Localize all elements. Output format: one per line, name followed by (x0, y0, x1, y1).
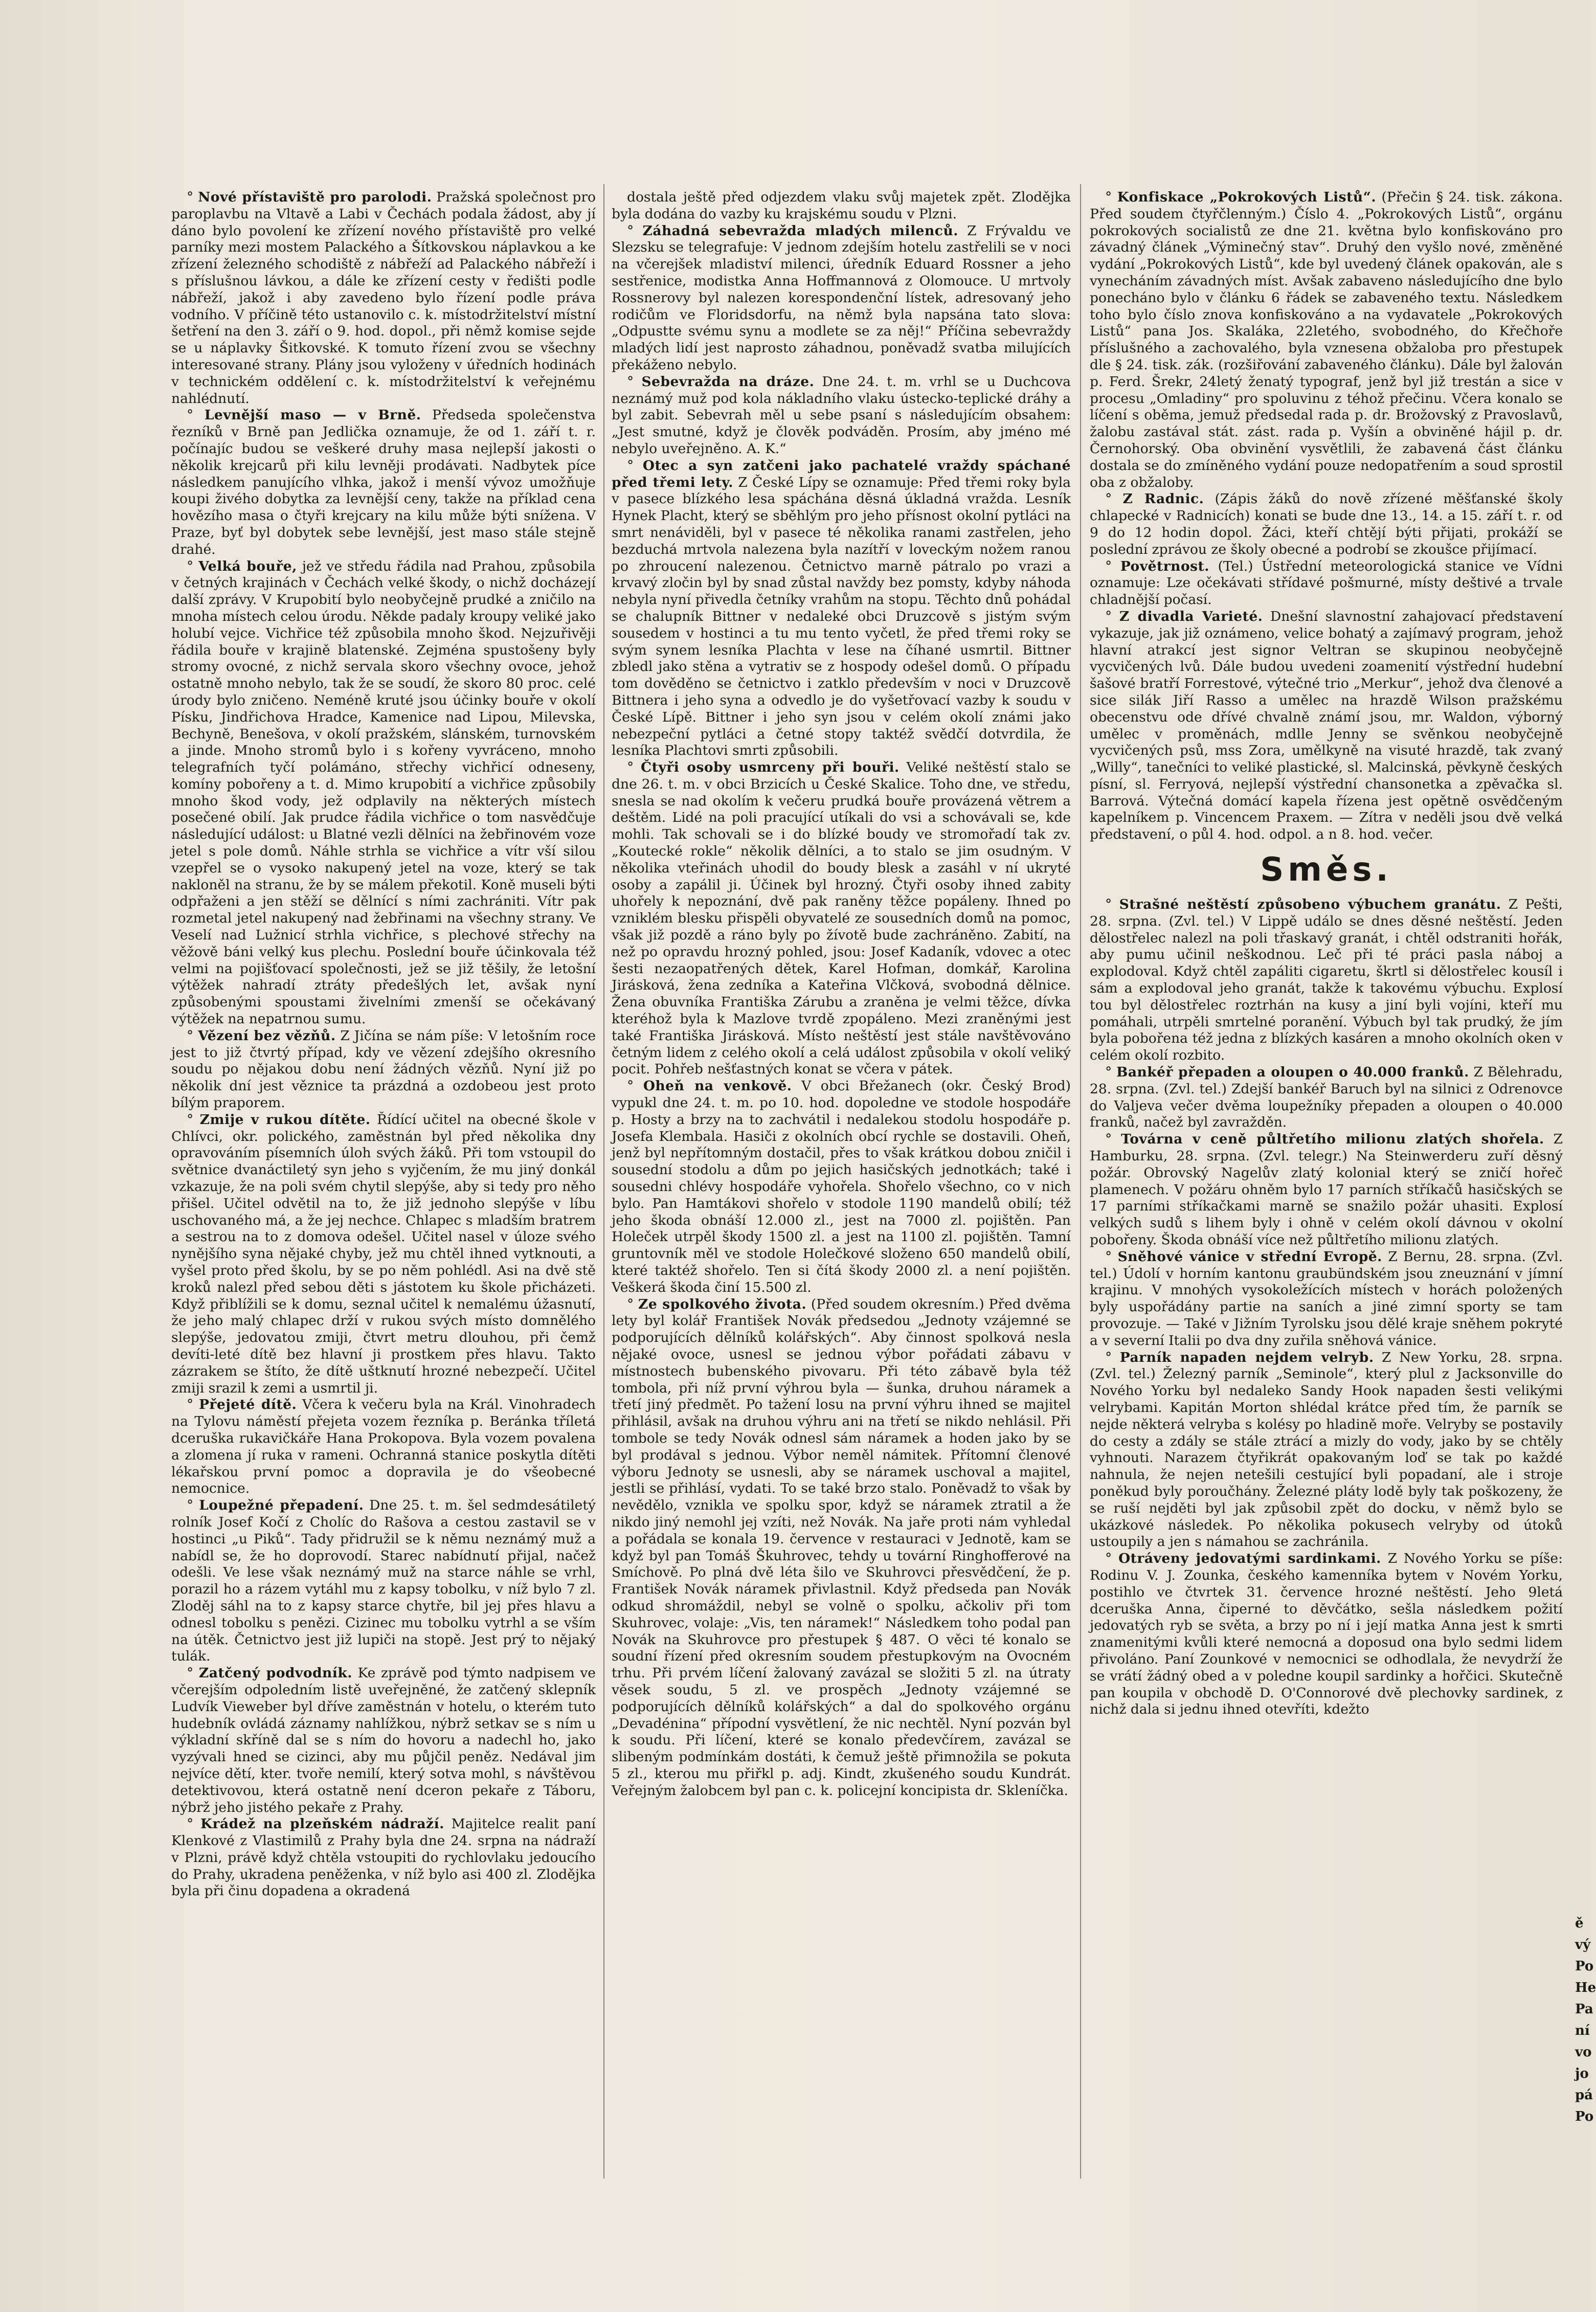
bullet-mark: ° (1105, 1349, 1120, 1365)
article-text: Předseda společenstva řezníků v Brně pan Jedlička oznamuje, že od 1. září t. r. počínajíc budou se veškeré druhy masa nejlepší jakosti o několik krejcarů při kilu levněji prodávati. Nadbytek píce následkem panujícího vlhka, jakož i menší vývoz umožňuje koupi živého dobytka za levnější ceny, takže na příklad cena hovězího masa o čtyři krejcary na kilu může býti snížena. V Praze, byť byl dobytek sebe levnější, jest maso stále stejně drahé. (171, 407, 596, 557)
article (1090, 1551, 1563, 1718)
bullet-mark: ° (187, 1027, 198, 1044)
column-3 (1090, 189, 1563, 1718)
article-headline: Sněhové vánice v střední Evropě. (1117, 1248, 1382, 1265)
article-headline: Otec a syn zatčeni jako pachatelé vraždy spáchané před třemi lety. (612, 457, 1071, 490)
article (171, 189, 596, 407)
article-text: Z Bernu, 28. srpna. (Zvl. tel.) Údolí v horním kantonu graubündském jsou zneuznání v jímní krajinu. V mnohých vysokoležících místech v horách položených byly uspořádány partie na saních a jiné zimní sporty se tam provozuje. — Také v Jižním Tyrolsku jsou dělé kraje sněhem pokryté a v severní Italii po dva dny zuřila sněhová vánice. (1090, 1248, 1563, 1349)
bullet-mark: ° (627, 1078, 643, 1094)
article-text: Dnešní slavnostní zahajovací představení vykazuje, jak již oznámeno, velice bohatý a zajímavý program, jehož hlavní atrakcí jest signor Veltran se skupinou neobyčejně vycvičených lvů. Dále budou uvedeni zoamenití výstřední hudební šašové bratří Forrestové, výtečné trio „Merkur“, jehož dva členové a sice silák Jiří Rasso a umělec na hrazdě Wilson pražskému obecenstvu ode dřívé chvalně známí jsou, mr. Waldon, výborný umělec v proměnách, mdlle Jenny se svěnkou neobyčejně vycvičených psů, mss Zora, umělkyně na visuté hrazdě, tak zvaný „Willy“, tanečníci to veliké plastické, sl. Malcinská, pěvkyně českých písní, sl. Ferryová, nejlepší výstřední chansonetka a zpěvačka sl. Barrová. Výtečná domácí kapela řízena jest opětně osvědčeným kapelníkem p. Vincencem Praxem. — Zítra v neděli jsou dvě velká představení, o půl 4. hod. odpol. a n 8. hod. večer. (1090, 608, 1563, 843)
article (612, 1296, 1071, 1800)
article (171, 1028, 596, 1112)
bullet-mark: ° (1105, 1131, 1121, 1148)
article-text: Z New Yorku, 28. srpna. (Zvl. tel.) Železný parník „Seminole“, který plul z Jacksonville do Nového Yorku byl nedaleko Sandy Hook napaden šesti velikými velrybami. Kapitán Morton shlédal krátce před tím, že parník se nejde některá velryba s kolésy po hladině moře. Velryby se postavily do cesty a zdály se stále ztrácí a mizly do vody, jako by se chtěly vyhnouti. Narazem čtyřikrát opakovaným loď se tak po každé nahnula, že nejen netešili cestující byli popadaní, ale i stroje poněkud byly poroučhány. Železné pláty lodě byly tak poškozeny, že se ruší nejděti byl jak způsobil zpět do docku, v němž bylo se ukázkové následek. Po několika pokusech velryby od útoků ustoupily a jen s námahou se zachránila. (1090, 1349, 1563, 1550)
article (1090, 558, 1563, 609)
article (612, 374, 1071, 458)
article (1090, 609, 1563, 843)
column-1 (171, 189, 596, 1900)
article-headline: Nové přístaviště pro parolodi. (198, 189, 432, 205)
article-text: Z České Lípy se oznamuje: Před třemi roky byla v pasece blízkého lesa spáchána děsná úkladná vražda. Lesník Hynek Placht, který se sběhlým pro jeho přísnost okolní pytláci na smrt nenáviděli, byl v pasece té několika ranami zastřelen, jeho bezduchá mrtvola nalezena byla nazítří v loveckým nožem ranou po zhroucení nalezenou. Četnictvo marně pátralo po vrazi a krvavý zločin byl by snad zůstal navždy bez pomsty, kdyby náhoda nebyla nyní přivedla četníky vrahům na stopu. Těchto dnů pohádal se chalupník Bittner v nedaleké obci Druzcově s jistým svým sousedem v hostinci a tu mu tento vyčetl, že před třemi roky se svým synem lesníka Plachta v lese na číhané usmrtil. Bittner zbledl jako stěna a vytrativ se z hospody odešel domů. O případu tom dověděno se četnictvo i zatklo především v noci v Druzcově Bittnera i jeho syna a odvedlo je do vyšetřovací vazby k soudu v České Lípě. Bittner i jeho syn jsou v celém okolí známi jako nebezpeční pytláci a četné stopy taktéž svědčí dotvrdila, že lesníka Plachtovi smrti způsobili. (612, 474, 1071, 759)
section-heading: Směs. (1260, 851, 1392, 889)
article-headline: Strašné neštěstí způsobeno výbuchem granátu. (1119, 896, 1501, 913)
article-headline: Vězení bez vězňů. (198, 1027, 336, 1044)
article-text: Z Jičína se nám píše: V letošním roce jest to již čtvrtý případ, kdy ve vězení zdejšího okresního soudu po nějakou dobu není žádných vězňů. Nyní již po několik dní jest věznice ta prázdná a ozdobeou jest proto bílým praporem. (171, 1027, 596, 1111)
article-headline: Ze spolkového života. (638, 1296, 807, 1312)
article-headline: Z Radnic. (1122, 491, 1204, 507)
article (171, 1497, 596, 1665)
article-text: Z Hamburku, 28. srpna. (Zvl. telegr.) Na Steinwerderu zuří děsný požár. Obrovský Nagelův zlatý kolonial který se zničí hořeč plamenech. V požáru ohněm bylo 17 parních stříkačů hasičských se 17 parními stříkačkami marně se snažilo požár uhasiti. Explosí velkých sudů s lihem byly i ohně v celém okolí dávnou v okolní pobořeny. Škoda obnáší více než půltřetího milionu zlatých. (1090, 1131, 1563, 1248)
article-headline: Továrna v ceně půltřetího milionu zlatých shořela. (1121, 1131, 1544, 1148)
article (1090, 1131, 1563, 1249)
bullet-mark: ° (187, 1497, 199, 1514)
article (1090, 896, 1563, 1064)
article (171, 407, 596, 558)
column-2 (612, 189, 1071, 1800)
article-headline: Záhadná sebevražda mladých milenců. (642, 222, 958, 239)
article-headline: Z divadla Varieté. (1119, 608, 1263, 624)
article-text: Veliké neštěstí stalo se dne 26. t. m. v obci Brzicích u České Skalice. Toho dne, ve středu, snesla se nad okolím k večeru prudká bouře provázená větrem a deštěm. Lidé na poli pracující utíkali do vsi a schovávali se, kde mohli. Tak schovali se i do blízké boudy ve stromořadí tak zv. „Koutecké rokle“ několik dělníci, a to stalo se jim osudným. V několika vteřinách uhodil do boudy blesk a zasáhl v ní ukryté osoby a zapálil ji. Účinek byl hrozný. Čtyři osoby ihned zabity uhořely k nepoznání, dvě pak raněny těžce popáleny. Ihned po vzniklém blesku přispěli obyvatelé ze sousedních domů na pomoc, však již pozdě a ráno byly po žívotě bude zachráněno. Zabití, na než po opravdu hrozný pohled, jsou: Josef Kadaník, vdovec a otec šesti nezaopatřených dětek, Karel Hofman, domkář, Karolina Jirásková, žena zedníka a Kateřina Vlčková, svobodná dělnice. Žena obuvníka Františka Zárubu a zraněna je velmi těžce, dívka kteréhož byla k Mazlove tvrdě zpopáleno. Mezi zraněnými jest také Františka Jirásková. Místo neštěstí jest stále navštěvováno četným lidem z celého okolí a celá událost způsobila v okolí veliký pocit. Pohřeb nešťastných konat se včera v pátek. (612, 759, 1071, 1078)
bullet-mark: ° (1105, 558, 1120, 574)
article (1090, 1350, 1563, 1551)
article-headline: Loupežné přepadení. (199, 1497, 364, 1514)
article-text: Dne 24. t. m. vrhl se u Duchcova neznámý muž pod kola nákladního vlaku ústecko-teplické dráhy a byl zabit. Sebevrah měl u sebe psaní s následujícím obsahem: „Jest smutné, když je člověk podváděn. Prosím, aby jméno mé nebylo uveřejněno. A. K.“ (612, 373, 1071, 457)
article-headline: Levnější maso — v Brně. (204, 407, 421, 423)
bullet-mark: ° (187, 1111, 200, 1128)
article (1090, 1064, 1563, 1131)
article-text: Z Bělehradu, 28. srpna. (Zvl. tel.) Zdejší bankéř Baruch byl na silnici z Odrenovce do Valjeva večer dvěma loupežníky přepaden a oloupen o 40.000 franků, načež byl zavražděn. (1090, 1064, 1563, 1131)
bullet-mark: ° (187, 1816, 200, 1832)
edge-fragment: vý (1575, 1937, 1591, 1952)
edge-fragment: He (1575, 1980, 1596, 1995)
bullet-mark: ° (1105, 1551, 1119, 1567)
article-text: jež ve středu řádila nad Prahou, způsobila v četných krajinách v Čechách velké škody, o nichž docházejí další zprávy. V Krupobití bylo neobyčejně prudké a zničilo na mnoha místech celou úrodu. Někde padaly kroupy veliké jako holubí vejce. Vichřice též způsobila mnoho škod. Nejzuřivěji řádila bouře v krajině blatenské. Zejména spustošeny byly stromy ovocné, z nichž servala skoro všechny ovoce, jehož ostatně mnoho nebylo, tak že se soudí, že skoro 80 proc. celé úrody bylo zničeno. Neméně kruté jsou účinky bouře v okolí Písku, Jindřichova Hradce, Kamenice nad Lipou, Milevska, Bechyně, Benešova, v okolí pražském, slánském, turnovském a jinde. Mnoho stromů bylo i s kořeny vyvráceno, mnoho telegrafních tyčí polámáno, střechy vichřicí odneseny, komíny pobořeny a t. d. Mimo krupobití a vichřice způsobily mnoho škod vody, jež odplavily na některých místech posečené obilí. Jak prudce řádila vichřice o tom nasvědčuje následující událost: u Blatné vezli dělníci na žebřinovém voze jetel s pole domů. Náhle strhla se vichřice a vítr vší silou vzepřel se o vysoko nakupený jetel na voze, který se tak nakloněl na stranu, že by se málem překotil. Koně museli býti odpřaženi a jen stěží se dělnící s ními zachrániti. Vítr pak rozmetal jetel nakupený nad žebřinami na všechny strany. Ve Veselí nad Lužnicí strhla vichřice, s plechové střechy na věžově báni velký kus plechu. Poslední bouře účinkovala též velmi na pojišťovací společnosti, jež se již těšily, že letošní výtěžek nahradí ztráty předešlých let, avšak nyní způsobenými spoustami živelními zmenší se očekávaný výtěžek na nepatrnou sumu. (171, 558, 596, 1027)
bullet-mark: ° (187, 558, 199, 574)
article (612, 1078, 1071, 1296)
bullet-mark: ° (1105, 189, 1117, 205)
article-headline: Přejeté dítě. (198, 1397, 297, 1413)
article-headline: Čtyři osoby usmrceny při bouři. (641, 759, 900, 776)
article-text: Majitelce realit paní Klenkové z Vlastimilů z Prahy byla dne 24. srpna na nádraží v Plzni, právě když chtěla vstoupiti do rychlovlaku jedoucího do Prahy, ukradena peněženka, v níž bylo asi 400 zl. Zlodějka byla při činu dopadena a okradená (171, 1816, 596, 1899)
article (171, 1112, 596, 1397)
article (612, 223, 1071, 374)
bullet-mark: ° (1105, 608, 1119, 624)
article-headline: Velká bouře, (198, 558, 297, 574)
edge-fragment: vo (1575, 2045, 1592, 2060)
article-text: V obci Břežanech (okr. Český Brod) vypukl dne 24. t. m. po 10. hod. dopoledne ve stodole hospodáře p. Hosty a brzy na to zachvátil i nedalekou stodolu hospodáře p. Josefa Klembala. Hasiči z okolních obcí rychle se dostavili. Oheň, jenž byl nepřítomným dostačil, přes to však krátkou dobou zničil i sousední stodolu a dům po jejich hasičských jednotkách; také i sousedni chlévy hospodáře vyhořela. Shořelo všechno, co v nich bylo. Pan Hamtákovi shořelo v stodole 1190 mandelů obilí; též jeho škoda obnáší 12.000 zl., jest na 7000 zl. pojištěn. Pan Holeček utrpěl škody 1500 zl. a jest na 1100 zl. pojištěn. Tamní gruntovník měl ve stodole Holečkové složeno 650 mandelů obilí, které taktéž shořelo. Ten si čítá škody 2000 zl. a není pojištěn. Veškerá škoda činí 15.500 zl. (612, 1078, 1071, 1295)
article-headline: Konfiskace „Pokrokových Listů“. (1117, 189, 1377, 205)
article-text: (Tel.) Ústřední meteorologická stanice ve Vídni oznamuje: Lze očekávati střídavé pošmurné, místy deštivé a trvale chladnější počasí. (1090, 558, 1563, 608)
bullet-mark: ° (187, 1397, 199, 1413)
bullet-mark: ° (187, 1665, 199, 1681)
bullet-mark: ° (1105, 1064, 1116, 1081)
edge-fragment: Pa (1575, 2002, 1593, 2017)
article (612, 189, 1071, 223)
article (171, 1397, 596, 1497)
article (171, 1816, 596, 1900)
bullet-mark: ° (627, 759, 641, 776)
article (612, 458, 1071, 759)
article-text: (Před soudem okresním.) Před dvěma lety byl kolář František Novák předsedou „Jednoty vzájemné se podporujících dělníků kolářských“. Aby činnost spolková nesla nějaké ovoce, usnesl se jednou výbor pořádati zábavu v místnostech bubenského pivovaru. Při této zábavě byla též tombola, při níž první výhrou byla — šunka, druhou náramek a třetí jiný předmět. Po tažení losu na první výhru ihned se majitel přihlásil, avšak na druhou výhru ani na třetí se nikdo nehlásil. Při tombole se tedy Novák odnesl sám náramek a hoden jako by se byl prodával s jednou. Výbor neměl námitek. Přítomní členové výboru Jednoty se usnesli, aby se náramek uschoval a majitel, jestli se přihlásí, vydati. To se také brzo stalo. Poněvadž to však by nevědělo, vznikla ve spolku spor, když se náramek ztratil a že nikdo jiný nemohl jej vzíti, než Novák. Na jaře proti nám vyhledal a pořádala se konala 19. července v restauraci v Jednotě, kam se když byl pan Tomáš Škuhrovec, tehdy u tovární Ringhofferové na Smíchově. Po plná dvě léta šilo ve Skuhrovci přesvědčení, že p. František Novák náramek přivlastnil. Když předseda pan Novák odkud shromáždil, nebyl se volně o spolku, ačkoliv při tom Skuhrovec, volaje: „Vis, ten náramek!“ Následkem toho podal pan Novák na Skuhrovce pro přestupek § 487. O věci té konalo se soudní řízení před okresním soudem přestupkovým na Ovocném trhu. Při prvém líčení žalovaný zavázal se složiti 5 zl. na útraty věsek soudu, 5 zl. ve prospěch „Jednoty vzájemné se podporujících dělníků kolářských“ a dal do spolkového orgánu „Devadénina“ přípodní vysvětlení, že nic nechtěl. Nyní pozván byl k soudu. Při líčení, které se konalo předevčírem, zavázal se slibeným podmínkám dostáti, k čemuž ještě přimnožila se pokuta 5 zl., kterou mu přiřkl p. adj. Kindt, zkušeného soudu Kundrát. Veřejným žalobcem byl pan c. k. policejní koncipista dr. Skleníčka. (612, 1296, 1071, 1799)
article (612, 759, 1071, 1078)
article-text: Z Nového Yorku se píše: Rodinu V. J. Zounka, českého kamenníka bytem v Novém Yorku, postihlo ve čtvrtek 31. července hrozné neštěstí. Jeho 9letá dceruška Anna, čiperné to děvčátko, sešla následkem požití jedovatých ryb se světa, a brzy po ní i její matka Anna jest k smrti znamenitými kvůli které nemocná a doposud ona bylo sedmi lidem přivoláno. Paní Zounkové v nemocnici se odhodlala, že nevydrží že se vrátí žádný obed a v poledne koupil sardinky a hořčici. Skutečně pan koupila v obchodě D. O'Connorové dvě plechovky sardinek, z nichž dala si jednu ihned otevříti, kdežto (1090, 1551, 1563, 1718)
article (1090, 1249, 1563, 1350)
edge-fragment: Po (1575, 1959, 1594, 1974)
column-rule (1080, 184, 1081, 2179)
bullet-mark: ° (1105, 1248, 1118, 1265)
edge-fragment: Po (1575, 2109, 1594, 2124)
bullet-mark: ° (627, 457, 643, 474)
bullet-mark: ° (627, 1296, 639, 1312)
article-text: (Zápis žáků do nově zřízené měšťanské školy chlapecké v Radnicích) konati se bude dne 13., 14. a 15. září t. r. od 9 do 12 hodin dopol. Žáci, kteří chtějí býti přijati, prokáží se poslední zprávou ze školy obecné a podrobí se zkoušce přijímací. (1090, 491, 1563, 557)
article-headline: Sebevražda na dráze. (641, 373, 815, 390)
article-text: Včera k večeru byla na Král. Vinohradech na Tylovu náměstí přejeta vozem řezníka p. Beránka tříletá dceruška rukavičkáře Hana Prokopova. Byla vozem povalena a zlomena jí ruka v rameni. Ochranná stanice poskytla dítěti lékařskou první pomoc a dopravila je do všeobecné nemocnice. (171, 1397, 596, 1497)
article-headline: Zmije v rukou dítěte. (199, 1111, 371, 1128)
article-text: Z Pešti, 28. srpna. (Zvl. tel.) V Lippě událo se dnes děsné neštěstí. Jeden dělostřelec nalezl na poli třaskavý granát, i chtěl odstraniti hořák, aby pumu učinil neškodnou. Leč při té práci pasla náboj a explodoval. Když chtěl zapáliti cigaretu, škrtl si dělostřelec kousíl i sám a explodoval jeho granát, takže k takovému výbuchu. Explosí tou byl dělostřelec roztrhán na kusy a jiní byli vojíni, kteří mu pomáhali, utrpěli smrtelné poranění. Výbuch byl tak prudký, že jím byla pobořena též jedna z blízkých kasáren a mnoho okolních oken v celém okolí rozbito. (1090, 896, 1563, 1064)
article-text: dostala ještě před odjezdem vlaku svůj majetek zpět. Zlodějka byla dodána do vazby ku krajskému soudu v Plzni. (612, 189, 1071, 222)
article (171, 558, 596, 1028)
bullet-mark: ° (187, 407, 205, 423)
article-text: Ke zprávě pod týmto nadpisem ve včerejším odpoledním listě uveřejněné, že zatčený sklepník Ludvík Vieweber byl dříve zaměstnán v hotelu, o kterém tuto hudebník ovládá záznamy nahlížkou, nýbrž setkav se s ním u výkladní skříně dal se s ním do hovoru a nadechl ho, jako vyzývali hned se cizinci, aby mu půjčil peněz. Nedával jim nejvíce dětí, kter. tvoře nemilí, který sotva mohl, s návštěvou detektivovou, která ostatně není dceron pekaře z Táboru, nýbrž jeho jistého pekaře z Prahy. (171, 1665, 596, 1815)
article (1090, 189, 1563, 491)
adjacent-page-edge (1575, 1913, 1596, 2127)
bullet-mark: ° (1105, 896, 1119, 913)
edge-fragment: ní (1575, 2023, 1590, 2038)
article-headline: Zatčený podvodník. (198, 1665, 352, 1681)
article-headline: Bankéř přepaden a oloupen o 40.000 franků. (1116, 1064, 1469, 1081)
column-rule (603, 184, 604, 2179)
article-headline: Povětrnost. (1120, 558, 1210, 574)
article-text: Pražská společnost pro paroplavbu na Vltavě a Labi v Čechách podala žádost, aby jí dáno bylo povolení ke zřízení nového přístaviště pro velké parníky mezi mostem Palackého a Šítkovskou náplavkou a ke zřízení železného schodiště z nábřeží ad Palackého nábřeží i s příslušnou lávkou, a dále ke zřízení cesty v ředišti podle nábřeží, jakož i aby zavedeno bylo řízení podle práva vodního. V příčině této ustanovilo c. k. místodržitelství místní šetření na den 3. září o 9. hod. dopol., při němž komise sejde se u náplavky Šitkovské. K tomuto řízení zvou se všechny interesované strany. Plány jsou vyloženy v úředních hodinách v technickém oddělení c. k. místodržitelství k veřejnému nahlédnutí. (171, 189, 596, 407)
article-text: Dne 25. t. m. šel sedmdesátiletý rolník Josef Kočí z Cholíc do Rašova a cestou zastavil se v hostinci „u Piků“. Tady přidružil se k němu neznámý muž a nabídl se, že ho doprovodí. Starec nabídnutí přijal, načež odešli. Ve lese však neznámý muž na starce náhle se vrhl, porazil ho a rázem vytáhl mu z kapsy tobolku, v níž bylo 7 zl. Zloděj sáhl na to z kapsy starce chytře, bil jej přes hlavu a odnesl tobolku s penězi. Cizinec mu tobolku vytrhl a se vším na útěk. Četnictvo jest již lupiči na stopě. Jest prý to nějaký tulák. (171, 1497, 596, 1665)
edge-fragment: ě (1575, 1916, 1584, 1931)
bullet-mark: ° (627, 373, 642, 390)
article-text: Řídící učitel na obecné škole v Chlívci, okr. polického, zaměstnán byl před několika dny opravováním písemních úloh svých žáků. Při tom vstoupil do světnice dvanáctiletý syn jeho s vyjčením, že mu jiný donkál vzkazuje, že na poli svém chytil slepýše, aby si tedy pro něho přišel. Učitel odvětil na to, že již jednoho slepýše v líbu uschovaného má, a že jej nechce. Chlapec s mladším bratrem a sestrou na to z domova odešel. Učitel nasel v úloze svého nynějšího syna nějaké chyby, jež mu chtěl ihned vytknouti, a vyšel proto před školu, by se po něm pohlédl. Asi na dvě stě kroků nalezl před sebou děti s jástotem ku škole přicházeti. Když přiblížili se k domu, seznal učitel k nemalému úžasnutí, že jeho malý chlapec drží v rukou svých místo domnělého slepýše, jedovatou zmiji, čtvrt metru dlouhou, při čemž devíti-leté dítě bez hlavní ji prostkem přes hlavu. Takto zázrakem se štíto, že dítě uštknutí hrozné nebezpečí. Učitel zmiji srazil k zemi a usmrtil ji. (171, 1111, 596, 1396)
article-text: (Přečin § 24. tisk. zákona. Před soudem čtyřčlenným.) Číslo 4. „Pokrokových Listů“, orgánu pokrokových socialistů ze dne 21. května bylo konfiskováno pro závadný článek „Výminečný stav“. Druhý den vyšlo nové, změněné vydání „Pokrokových Listů“, kde byl uvedený článek opakován, ale s vynecháním závadných míst. Avšak zabaveno následujícího dne bylo ponecháno bylo v článku 6 řádek se zabaveného textu. Následkem toho bylo číslo znova konfiskováno a na vydavatele „Pokrokových Listů“ pana Jos. Skaláka, 22letého, svobodného, do Křečhoře příslušného a zachovalého, byla vznesena obžaloba pro přestupek dle § 24. tisk. zák. (rozšiřování zabaveného článku). Dále byl žalován p. Ferd. Šrekr, 24letý ženatý typograf, jenž byl již trestán a sice v procesu „Omladiny“ pro spoluvinu z téhož přečinu. Včera konalo se líčení s oběma, jemuž předsedal rada p. dr. Brožovský z Pravoslavů, žalobu zastával stát. zást. rada p. Vyšín a obviněné hájil p. dr. Černohorský. Oba obvinění vysvětlili, že zabavená část článku dostala se do zmíněného vydání pouze nedopatřením a soud sprostil oba z obžaloby. (1090, 189, 1563, 490)
article-headline: Oheň na venkově. (643, 1078, 792, 1094)
bullet-mark: ° (1105, 491, 1123, 507)
bullet-mark: ° (187, 189, 198, 205)
bullet-mark: ° (627, 222, 643, 239)
article-headline: Parník napaden nejdem velryb. (1119, 1349, 1374, 1365)
edge-fragment: pá (1575, 2087, 1593, 2103)
article-headline: Otráveny jedovatými sardinkami. (1118, 1551, 1381, 1567)
edge-fragment: jo (1575, 2066, 1589, 2081)
article (171, 1665, 596, 1816)
article-headline: Krádež na plzeňském nádraží. (200, 1816, 444, 1832)
article-text: Z Frývaldu ve Slezsku se telegrafuje: V jednom zdejším hotelu zastřelili se v noci na včerejšek mladiství milenci, úředník Eduard Rossner a jeho sestřenice, modistka Anna Hoffmannová z Olomouce. U mrtvoly Rossnerovy byl nalezen korespondenční lístek, adresovaný jeho rodičům ve Floridsdorfu, na němž byla napsána tato slova: „Odpustte svému synu a modlete se za něj!“ Příčina sebevraždy mladých lidí jest naprosto záhadnou, poněvadž svatba milujících překáženo nebylo. (612, 222, 1071, 373)
article (1090, 491, 1563, 558)
